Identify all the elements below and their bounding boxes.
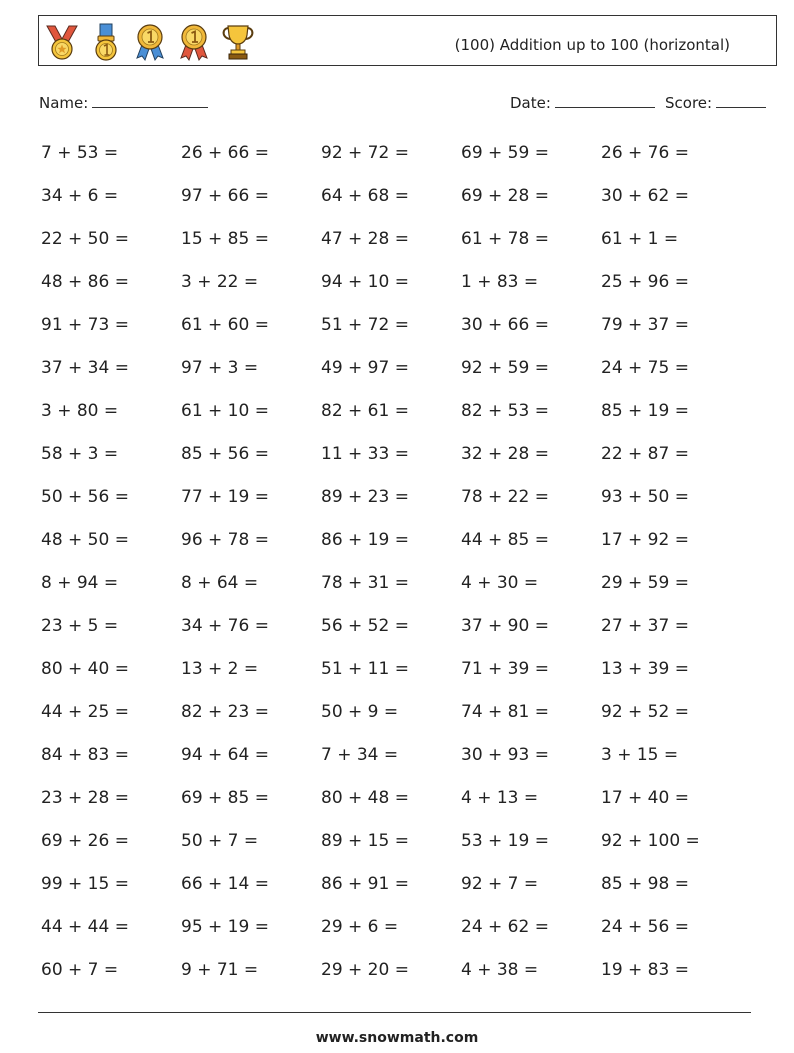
problem-item: 61 + 10 = bbox=[181, 401, 269, 421]
problem-item: 61 + 1 = bbox=[601, 229, 679, 249]
problem-item: 50 + 7 = bbox=[181, 831, 259, 851]
problem-item: 30 + 66 = bbox=[461, 315, 549, 335]
problem-item: 7 + 34 = bbox=[321, 745, 399, 765]
footer-divider bbox=[38, 1012, 751, 1013]
problem-item: 69 + 28 = bbox=[461, 186, 549, 206]
name-field bbox=[39, 94, 208, 112]
problem-item: 97 + 3 = bbox=[181, 358, 259, 378]
problem-item: 34 + 76 = bbox=[181, 616, 269, 636]
problem-item: 30 + 93 = bbox=[461, 745, 549, 765]
problem-item: 3 + 22 = bbox=[181, 272, 259, 292]
problem-item: 86 + 91 = bbox=[321, 874, 409, 894]
problem-item: 32 + 28 = bbox=[461, 444, 549, 464]
worksheet-title: (100) Addition up to 100 (horizontal) bbox=[454, 36, 730, 54]
problem-item: 44 + 25 = bbox=[41, 702, 129, 722]
problem-item: 97 + 66 = bbox=[181, 186, 269, 206]
problem-item: 58 + 3 = bbox=[41, 444, 119, 464]
problem-item: 69 + 85 = bbox=[181, 788, 269, 808]
problem-item: 26 + 76 = bbox=[601, 143, 689, 163]
problem-item: 50 + 9 = bbox=[321, 702, 399, 722]
problem-item: 3 + 80 = bbox=[41, 401, 119, 421]
problem-item: 13 + 39 = bbox=[601, 659, 689, 679]
rosette-blue-icon bbox=[131, 22, 169, 62]
problem-item: 64 + 68 = bbox=[321, 186, 409, 206]
problem-item: 56 + 52 = bbox=[321, 616, 409, 636]
worksheet-header bbox=[38, 15, 777, 66]
problem-item: 50 + 56 = bbox=[41, 487, 129, 507]
problem-item: 49 + 97 = bbox=[321, 358, 409, 378]
problem-item: 8 + 94 = bbox=[41, 573, 119, 593]
problem-item: 8 + 64 = bbox=[181, 573, 259, 593]
date-label: Date: bbox=[510, 94, 551, 112]
medal-red-ribbon-icon bbox=[43, 22, 81, 62]
problem-item: 44 + 44 = bbox=[41, 917, 129, 937]
trophy-icon bbox=[219, 22, 257, 62]
problem-item: 37 + 34 = bbox=[41, 358, 129, 378]
problem-item: 93 + 50 = bbox=[601, 487, 689, 507]
problem-item: 61 + 60 = bbox=[181, 315, 269, 335]
problem-item: 47 + 28 = bbox=[321, 229, 409, 249]
score-field bbox=[665, 94, 766, 112]
problem-item: 22 + 50 = bbox=[41, 229, 129, 249]
date-blank bbox=[555, 95, 655, 108]
problem-item: 51 + 72 = bbox=[321, 315, 409, 335]
problem-item: 91 + 73 = bbox=[41, 315, 129, 335]
problem-grid bbox=[41, 132, 741, 992]
problem-item: 84 + 83 = bbox=[41, 745, 129, 765]
problem-item: 79 + 37 = bbox=[601, 315, 689, 335]
rosette-red-icon bbox=[175, 22, 213, 62]
problem-item: 82 + 23 = bbox=[181, 702, 269, 722]
problem-item: 4 + 30 = bbox=[461, 573, 539, 593]
date-field bbox=[510, 94, 655, 112]
icon-row bbox=[43, 22, 257, 62]
score-blank bbox=[716, 95, 766, 108]
problem-item: 66 + 14 = bbox=[181, 874, 269, 894]
problem-item: 69 + 26 = bbox=[41, 831, 129, 851]
problem-item: 7 + 53 = bbox=[41, 143, 119, 163]
problem-item: 95 + 19 = bbox=[181, 917, 269, 937]
problem-item: 82 + 53 = bbox=[461, 401, 549, 421]
problem-item: 17 + 40 = bbox=[601, 788, 689, 808]
problem-item: 92 + 72 = bbox=[321, 143, 409, 163]
problem-item: 74 + 81 = bbox=[461, 702, 549, 722]
problem-item: 99 + 15 = bbox=[41, 874, 129, 894]
problem-item: 24 + 62 = bbox=[461, 917, 549, 937]
problem-item: 85 + 56 = bbox=[181, 444, 269, 464]
problem-item: 77 + 19 = bbox=[181, 487, 269, 507]
problem-item: 37 + 90 = bbox=[461, 616, 549, 636]
problem-item: 3 + 15 = bbox=[601, 745, 679, 765]
problem-item: 80 + 40 = bbox=[41, 659, 129, 679]
problem-item: 71 + 39 = bbox=[461, 659, 549, 679]
problem-item: 48 + 50 = bbox=[41, 530, 129, 550]
problem-item: 89 + 15 = bbox=[321, 831, 409, 851]
problem-item: 15 + 85 = bbox=[181, 229, 269, 249]
problem-item: 94 + 64 = bbox=[181, 745, 269, 765]
problem-item: 34 + 6 = bbox=[41, 186, 119, 206]
problem-item: 9 + 71 = bbox=[181, 960, 259, 980]
problem-item: 11 + 33 = bbox=[321, 444, 409, 464]
problem-item: 48 + 86 = bbox=[41, 272, 129, 292]
problem-item: 27 + 37 = bbox=[601, 616, 689, 636]
problem-item: 85 + 98 = bbox=[601, 874, 689, 894]
medal-blue-ribbon-icon bbox=[87, 22, 125, 62]
name-blank bbox=[92, 95, 208, 108]
problem-item: 24 + 56 = bbox=[601, 917, 689, 937]
problem-item: 85 + 19 = bbox=[601, 401, 689, 421]
problem-item: 82 + 61 = bbox=[321, 401, 409, 421]
problem-item: 86 + 19 = bbox=[321, 530, 409, 550]
problem-item: 17 + 92 = bbox=[601, 530, 689, 550]
problem-item: 92 + 59 = bbox=[461, 358, 549, 378]
problem-item: 4 + 38 = bbox=[461, 960, 539, 980]
problem-item: 61 + 78 = bbox=[461, 229, 549, 249]
problem-item: 78 + 31 = bbox=[321, 573, 409, 593]
problem-item: 69 + 59 = bbox=[461, 143, 549, 163]
problem-item: 23 + 5 = bbox=[41, 616, 119, 636]
problem-item: 60 + 7 = bbox=[41, 960, 119, 980]
problem-item: 4 + 13 = bbox=[461, 788, 539, 808]
problem-item: 51 + 11 = bbox=[321, 659, 409, 679]
problem-item: 1 + 83 = bbox=[461, 272, 539, 292]
problem-item: 29 + 59 = bbox=[601, 573, 689, 593]
problem-item: 30 + 62 = bbox=[601, 186, 689, 206]
problem-item: 92 + 100 = bbox=[601, 831, 700, 851]
problem-item: 24 + 75 = bbox=[601, 358, 689, 378]
problem-item: 23 + 28 = bbox=[41, 788, 129, 808]
problem-item: 94 + 10 = bbox=[321, 272, 409, 292]
footer-website: www.snowmath.com bbox=[315, 1030, 479, 1046]
problem-item: 25 + 96 = bbox=[601, 272, 689, 292]
problem-item: 13 + 2 = bbox=[181, 659, 259, 679]
name-label: Name: bbox=[39, 94, 89, 112]
problem-item: 96 + 78 = bbox=[181, 530, 269, 550]
problem-item: 53 + 19 = bbox=[461, 831, 549, 851]
problem-item: 29 + 6 = bbox=[321, 917, 399, 937]
problem-item: 26 + 66 = bbox=[181, 143, 269, 163]
problem-item: 44 + 85 = bbox=[461, 530, 549, 550]
problem-item: 19 + 83 = bbox=[601, 960, 689, 980]
problem-item: 92 + 52 = bbox=[601, 702, 689, 722]
problem-item: 80 + 48 = bbox=[321, 788, 409, 808]
score-label: Score: bbox=[665, 94, 713, 112]
problem-item: 92 + 7 = bbox=[461, 874, 539, 894]
problem-item: 89 + 23 = bbox=[321, 487, 409, 507]
problem-item: 78 + 22 = bbox=[461, 487, 549, 507]
problem-item: 29 + 20 = bbox=[321, 960, 409, 980]
problem-item: 22 + 87 = bbox=[601, 444, 689, 464]
